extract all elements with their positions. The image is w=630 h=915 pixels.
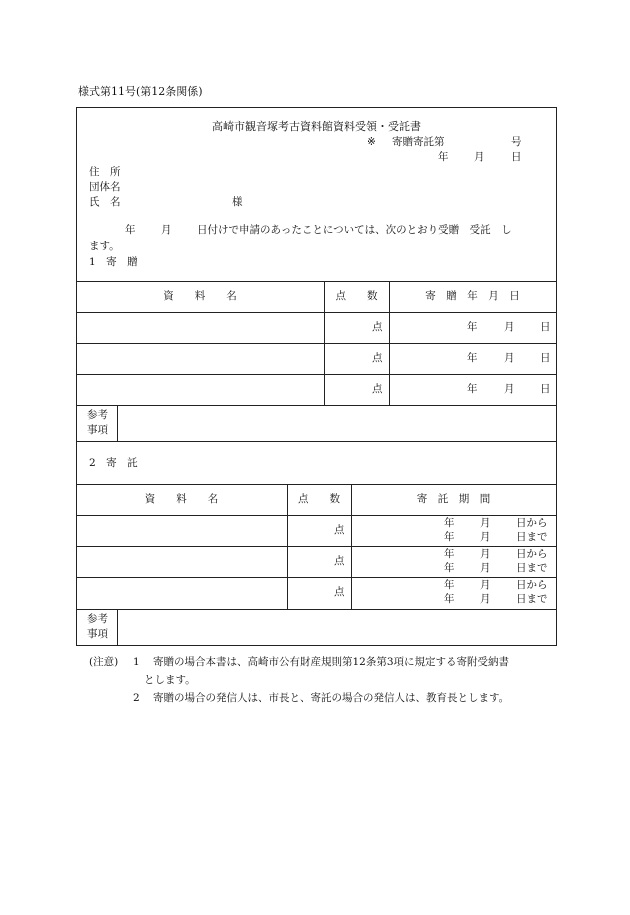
date-year: 年 [438,151,449,163]
donation-row-count-unit: 点 [372,321,383,333]
donation-remarks-label: 事項 [87,424,108,436]
rule [76,405,557,406]
donation-row-year: 年 [467,321,478,333]
donation-header-count: 点 数 [335,290,378,302]
reference-suffix: 号 [511,136,522,148]
deposit-from-day: 日から [516,579,548,591]
group-label: 団体名 [89,181,121,193]
reference-label: 寄贈寄託第 [392,136,445,148]
deposit-header-period: 寄 託 期 間 [416,493,491,505]
donation-row-year: 年 [467,352,478,364]
statement-year: 年 [125,224,136,236]
note-text-continued: とします。 [144,674,196,686]
deposit-from-year: 年 [444,579,455,591]
deposit-to-month: 月 [480,531,491,543]
deposit-remarks-label: 参考 [87,613,108,625]
frame-right [556,107,557,646]
donation-row-month: 月 [504,383,515,395]
deposit-remarks-label: 事項 [87,628,108,640]
note-number: 2 [133,692,140,704]
rule [76,577,557,578]
donation-row-count-unit: 点 [372,352,383,364]
rule [76,374,557,375]
frame-left [76,107,77,646]
deposit-from-month: 月 [480,517,491,529]
donation-remarks-label: 参考 [87,409,108,421]
donation-row-day: 日 [540,383,551,395]
document-title: 高崎市観音塚考古資料館資料受領・受託書 [212,120,421,133]
note-text: 寄贈の場合の発信人は、市長と、寄託の場合の発信人は、教育長とします。 [153,692,510,704]
deposit-to-month: 月 [480,593,491,605]
donation-header-date: 寄 贈 年 月 日 [425,290,520,302]
honorific: 様 [232,196,243,208]
rule [76,312,557,313]
date-month: 月 [474,151,485,163]
deposit-to-month: 月 [480,562,491,574]
note-number: 1 [133,656,140,668]
notes-label: (注意) [89,656,119,668]
deposit-row-count-unit: 点 [334,524,345,536]
deposit-from-day: 日から [516,548,548,560]
deposit-header-material: 資 料 名 [144,493,219,505]
deposit-to-year: 年 [444,531,455,543]
rule [76,281,557,282]
donation-row-year: 年 [467,383,478,395]
deposit-from-day: 日から [516,517,548,529]
rule [76,546,557,547]
deposit-row-count-unit: 点 [334,555,345,567]
rule [117,405,118,441]
deposit-row-count-unit: 点 [334,586,345,598]
deposit-header-count: 点 数 [298,493,340,505]
deposit-to-day: 日まで [516,531,548,543]
rule [117,609,118,645]
deposit-from-year: 年 [444,517,455,529]
rule [76,441,557,442]
deposit-heading: 2 寄 託 [89,457,138,469]
rule [76,515,557,516]
frame-bottom [76,645,557,646]
deposit-to-year: 年 [444,593,455,605]
statement-month: 月 [161,224,172,236]
statement-text: 日付けで申請のあったことについては、次のとおり受贈 受託 し [197,224,512,236]
rule [76,484,557,485]
donation-row-month: 月 [504,352,515,364]
statement-continued: ます。 [89,240,120,252]
rule [76,343,557,344]
rule [76,609,557,610]
donation-header-material: 資 料 名 [163,290,237,302]
note-text: 寄贈の場合本書は、高崎市公有財産規則第12条第3項に規定する寄附受納書 [153,656,510,668]
donation-row-day: 日 [540,321,551,333]
form-number: 様式第11号(第12条関係) [78,85,203,98]
deposit-to-day: 日まで [516,562,548,574]
donation-row-month: 月 [504,321,515,333]
deposit-to-day: 日まで [516,593,548,605]
reference-mark: ※ [367,136,376,148]
frame-top [76,107,557,108]
deposit-from-month: 月 [480,548,491,560]
name-label: 氏 名 [89,196,121,208]
donation-row-day: 日 [540,352,551,364]
donation-row-count-unit: 点 [372,383,383,395]
deposit-to-year: 年 [444,562,455,574]
deposit-from-month: 月 [480,579,491,591]
deposit-from-year: 年 [444,548,455,560]
date-day: 日 [511,151,522,163]
address-label: 住 所 [89,166,121,178]
donation-heading: 1 寄 贈 [89,256,138,268]
